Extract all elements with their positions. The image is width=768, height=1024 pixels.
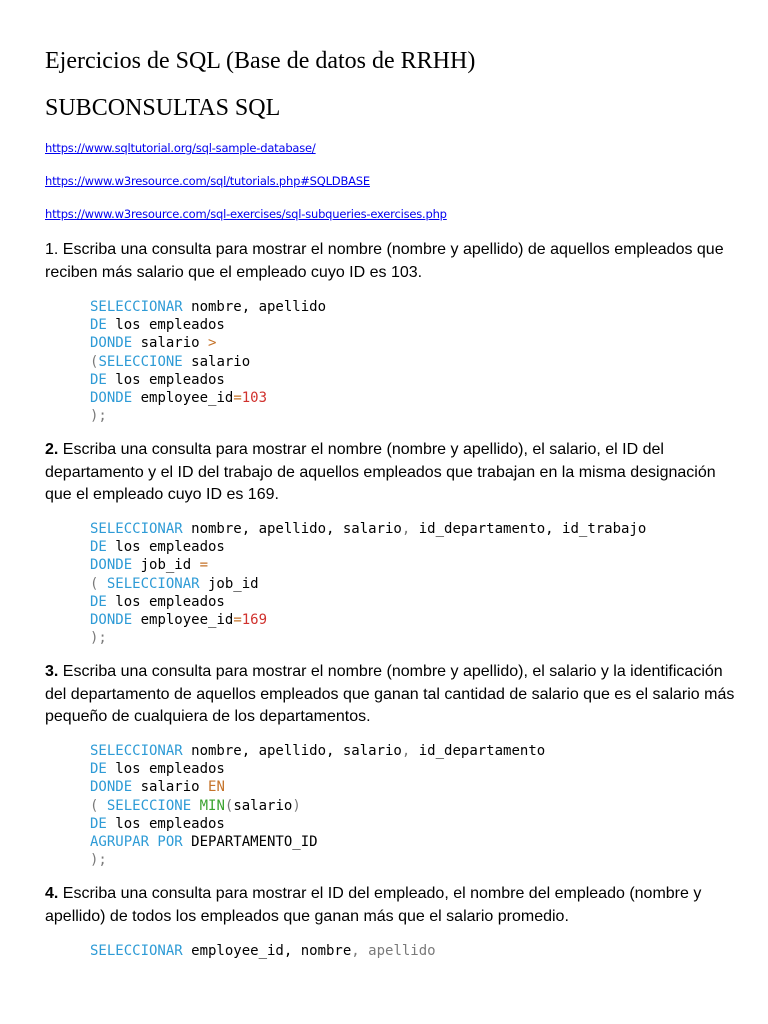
code-token: SELECCIONAR [90,743,183,759]
code-line [90,851,545,869]
code-token: nombre, apellido, salario [182,521,402,537]
code-line [90,371,326,389]
link-w3resource-subqueries[interactable]: https://www.w3resource.com/sql-exercises/sql-subqueries-exercises.php [45,207,447,221]
exercise-4-number: 4. [45,885,59,902]
code-line [90,556,646,574]
code-token: AGRUPAR POR [90,833,183,850]
code-token: job_id [199,575,259,592]
code-line [90,353,326,371]
code-token: > [208,335,217,352]
code-token: DONDE [90,389,133,406]
code-token: SELECCIONAR [106,575,200,592]
code-token: ); [90,852,107,869]
code-token: SELECCIONE [106,797,192,814]
code-line [90,629,646,647]
code-token: los empleados [106,317,225,334]
code-token: ( [224,797,234,814]
code-token: , apellido [351,943,436,959]
code-token: = [233,611,242,628]
exercise-4-question: Escriba una consulta para mostrar el ID del empleado, el nombre del empleado (nombre y apellido) de todos los empleados que ganan más que el salario promedio. [45,885,702,925]
code-token: , [401,521,411,537]
code-token: ( [90,797,107,814]
code-token: EN [208,779,225,796]
code-token: los empleados [106,761,225,778]
code-token: salario [233,797,293,814]
exercise-4-text [45,883,735,928]
code-line [90,298,326,316]
code-token: DE [90,761,107,778]
code-token: DONDE [90,335,133,352]
code-token: nombre, apellido, salario [182,743,402,759]
code-token: DE [90,317,107,334]
code-token: DONDE [90,557,133,574]
code-token: salario [132,335,209,352]
link-w3resource-tutorials[interactable]: https://www.w3resource.com/sql/tutorials.php#SQLDBASE [45,174,370,188]
code-token: salario [182,353,251,370]
exercise-3-number: 3. [45,663,59,680]
code-token: DONDE [90,779,133,796]
code-line [90,575,646,593]
code-token: SELECCIONAR [90,521,183,537]
exercise-4-code [90,942,436,960]
code-token: los empleados [106,815,225,832]
code-line [90,334,326,352]
code-token: DEPARTAMENTO_ID [182,833,318,850]
code-line [90,316,326,334]
exercise-1-number: 1. [45,241,59,258]
code-token: los empleados [106,539,225,556]
code-line [90,407,326,425]
code-line [90,778,545,796]
code-token: DE [90,593,107,610]
code-token: ( [90,353,99,370]
exercise-2-number: 2. [45,441,59,458]
code-token: nombre, apellido [182,299,327,315]
exercise-1-question: Escriba una consulta para mostrar el nombre (nombre y apellido) de aquellos empleados que reciben más salario que el empleado cuyo ID es 103. [45,241,724,281]
code-line [90,942,436,960]
code-token: los empleados [106,593,225,610]
code-token: SELECCIONE [98,353,183,370]
code-token: ); [90,630,107,647]
code-token: , [401,743,411,759]
code-token [191,798,199,814]
code-line [90,833,545,851]
exercise-2-text [45,439,735,507]
code-token: MIN [199,797,225,814]
code-line [90,389,326,407]
code-token: los empleados [106,371,225,388]
code-token: ); [90,408,107,425]
exercise-3-text [45,661,735,729]
document-subtitle: SUBCONSULTAS SQL [45,95,281,121]
code-line [90,538,646,556]
code-token: = [199,557,209,574]
code-token: 169 [241,611,268,628]
code-token: salario [132,779,209,796]
code-token: SELECCIONAR [90,299,183,315]
code-token: employee_id, nombre [182,943,352,959]
code-token: DE [90,371,107,388]
exercise-3-question: Escriba una consulta para mostrar el nombre (nombre y apellido), el salario y la identificación del departamento de aquellos empleados que ganan tal cantidad de salario que es el salario más pequeño de cualquiera de los departamentos. [45,663,735,725]
code-line [90,760,545,778]
code-token: job_id [132,557,200,574]
code-token: ) [292,797,301,814]
exercise-2-code [90,520,646,647]
code-line [90,742,545,760]
code-token: DONDE [90,611,133,628]
code-token: DE [90,815,107,832]
code-token: SELECCIONAR [90,943,183,959]
code-line [90,815,545,833]
code-token: DE [90,539,107,556]
code-line [90,520,646,538]
exercise-3-code [90,742,545,869]
code-token: employee_id [132,611,234,628]
code-token: 103 [241,389,268,406]
exercise-2-question: Escriba una consulta para mostrar el nombre (nombre y apellido), el salario, el ID del departamento y el ID del trabajo de aquellos empleados que trabajan en la misma designación que el empleado cuyo ID es 169. [45,441,716,503]
code-token: id_departamento [410,743,546,759]
link-sqltutorial[interactable]: https://www.sqltutorial.org/sql-sample-database/ [45,141,316,155]
code-token: employee_id [132,389,234,406]
code-token: = [233,389,242,406]
exercise-1-text [45,239,735,284]
exercise-1-code [90,298,326,425]
document-title: Ejercicios de SQL (Base de datos de RRHH) [45,48,476,74]
code-token: id_departamento, id_trabajo [410,521,647,537]
code-token: ( [90,575,107,592]
code-line [90,593,646,611]
code-line [90,797,545,815]
code-line [90,611,646,629]
